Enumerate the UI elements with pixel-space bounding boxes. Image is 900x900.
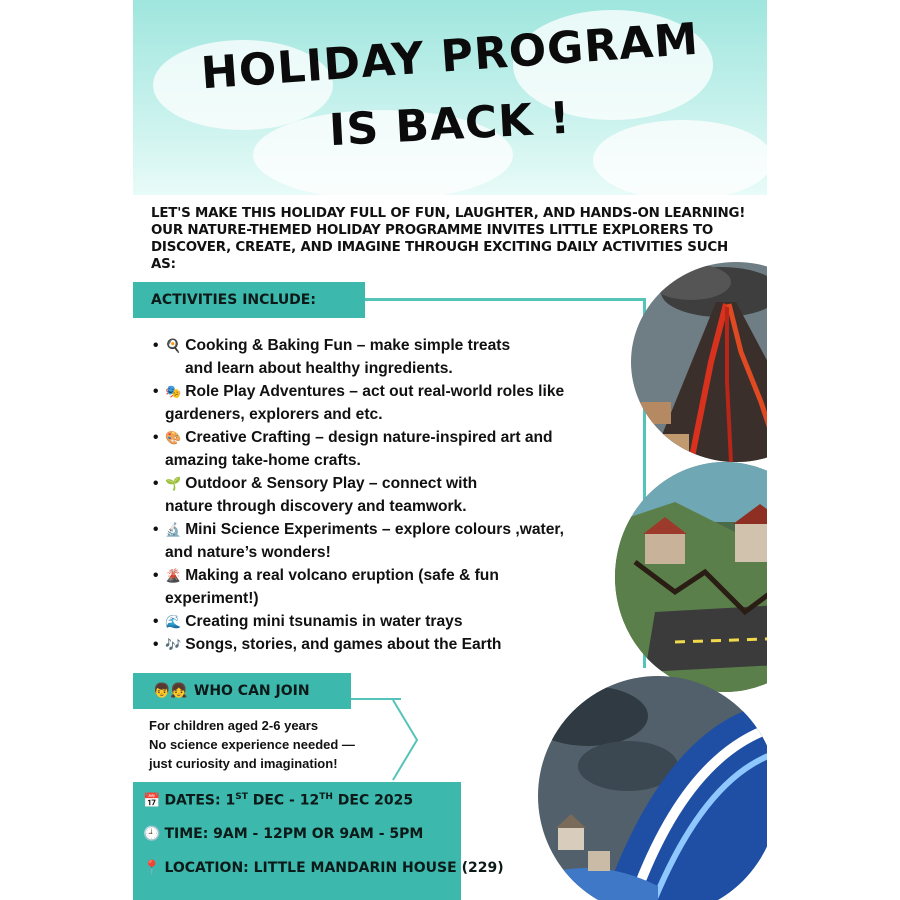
list-item: • 🎨 Creative Crafting – design nature-inspired art and amazing take-home crafts. xyxy=(153,429,553,469)
intro-line: OUR NATURE-THEMED HOLIDAY PROGRAMME INVITES LITTLE EXPLORERS TO xyxy=(151,223,714,238)
list-item: • 🎭 Role Play Adventures – act out real-world roles like gardeners, explorers and etc. xyxy=(153,383,565,423)
tsunami-photo xyxy=(538,676,767,900)
who-line: No science experience needed — xyxy=(149,737,355,752)
intro-line: LET'S MAKE THIS HOLIDAY FULL OF FUN, LAUGHTER, AND HANDS-ON LEARNING! xyxy=(151,206,746,221)
activities-heading: ACTIVITIES INCLUDE: xyxy=(133,282,365,318)
clock-icon: 🕘 xyxy=(143,826,161,842)
location-row: 📍 LOCATION: LITTLE MANDARIN HOUSE (229) xyxy=(143,860,504,876)
frame-line xyxy=(365,298,645,301)
dates-row: 📅 DATES: 1ST DEC - 12TH DEC 2025 xyxy=(143,792,414,809)
location-pin-icon: 📍 xyxy=(143,860,161,876)
earthquake-photo xyxy=(615,462,767,692)
chevron-right-icon xyxy=(391,698,421,782)
children-icon: 👦👧 xyxy=(153,683,188,699)
who-can-join-text xyxy=(149,716,389,773)
list-item: • 🔬 Mini Science Experiments – explore colours ,water, and nature’s wonders! xyxy=(153,521,564,561)
activities-list xyxy=(153,334,633,656)
title-line-1: HOLIDAY PROGRAM xyxy=(199,13,701,100)
who-heading-label: WHO CAN JOIN xyxy=(193,683,310,699)
time-row: 🕘 TIME: 9AM - 12PM OR 9AM - 5PM xyxy=(143,826,424,842)
volcano-photo xyxy=(631,262,767,462)
intro-text xyxy=(151,205,751,273)
page-title xyxy=(133,13,767,157)
list-item: • 🌊 Creating mini tsunamis in water trays xyxy=(153,613,463,630)
calendar-icon: 📅 xyxy=(143,792,161,809)
info-box xyxy=(133,782,504,900)
intro-line: DISCOVER, CREATE, AND IMAGINE THROUGH EXCITING DAILY ACTIVITIES SUCH AS: xyxy=(151,240,729,272)
list-item: • 🌋 Making a real volcano eruption (safe & fun experiment!) xyxy=(153,567,499,607)
list-item: • 🍳 Cooking & Baking Fun – make simple treats and learn about healthy ingredients. xyxy=(153,337,511,377)
list-item: • 🎶 Songs, stories, and games about the Earth xyxy=(153,636,502,653)
poster xyxy=(133,0,767,900)
title-line-2: IS BACK ! xyxy=(327,92,573,157)
who-can-join-heading xyxy=(133,673,351,709)
list-item: • 🌱 Outdoor & Sensory Play – connect with nature through discovery and teamwork. xyxy=(153,475,478,515)
who-line: just curiosity and imagination! xyxy=(149,756,338,771)
who-line: For children aged 2-6 years xyxy=(149,718,319,733)
